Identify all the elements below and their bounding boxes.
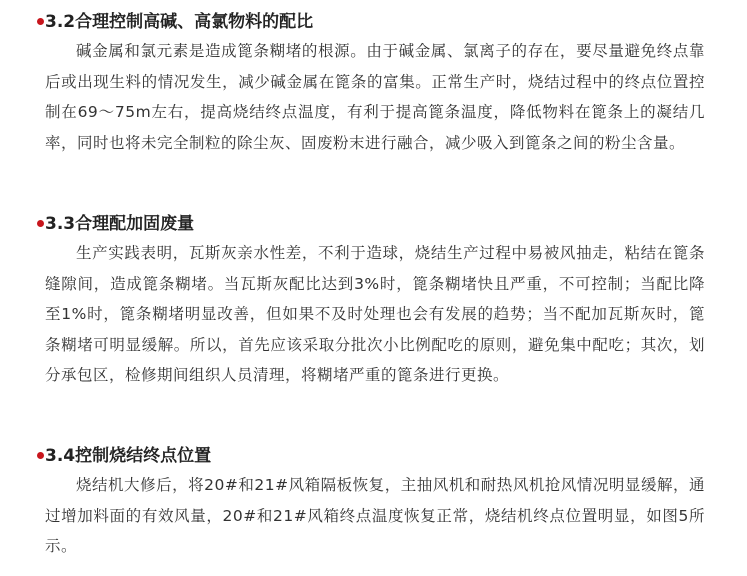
section-heading — [0, 442, 747, 470]
section-paragraph: 生产实践表明，瓦斯灰亲水性差，不利于造球，烧结生产过程中易被风抽走，粘结在篦条缝隙间，造成篦条糊堵。当瓦斯灰配比达到3%时，篦条糊堵快且严重，不可控制；当配比降至1%时，篦条糊堵明显改善，但如果不及时处理也会有发展的趋势；当不配加瓦斯灰时，篦条糊堵可明显缓解。所以，首先应该采取分批次小比例配吃的原则，避免集中配吃；其次，划分承包区，检修期间组织人员清理，将糊堵严重的篦条进行更换。 — [45, 244, 705, 384]
section-paragraph: 碱金属和氯元素是造成篦条糊堵的根源。由于碱金属、氯离子的存在，要尽量避免终点靠后或出现生料的情况发生，减少碱金属在篦条的富集。正常生产时，烧结过程中的终点位置控制在69～75m左右，提高烧结终点温度，有利于提高篦条温度，降低物料在篦条上的凝结几率，同时也将未完全制粒的除尘灰、固废粉末进行融合，减少吸入到篦条之间的粉尘含量。 — [45, 42, 705, 152]
bullet-dot-icon — [37, 452, 44, 459]
section-heading — [0, 8, 747, 36]
section-heading-text: 3.3合理配加固废量 — [45, 214, 195, 234]
section-heading-text: 3.2合理控制高碱、高氯物料的配比 — [45, 12, 314, 32]
bullet-dot-icon — [37, 18, 44, 25]
section-3-2 — [0, 8, 747, 158]
section-heading-text: 3.4控制烧结终点位置 — [45, 446, 212, 466]
section-3-4 — [0, 442, 747, 562]
bullet-dot-icon — [37, 220, 44, 227]
section-heading — [0, 210, 747, 238]
section-paragraph: 烧结机大修后，将20#和21#风箱隔板恢复，主抽风机和耐热风机抢风情况明显缓解，通过增加料面的有效风量，20#和21#风箱终点温度恢复正常，烧结机终点位置明显，如图5所示。 — [45, 476, 705, 555]
section-3-3 — [0, 210, 747, 391]
